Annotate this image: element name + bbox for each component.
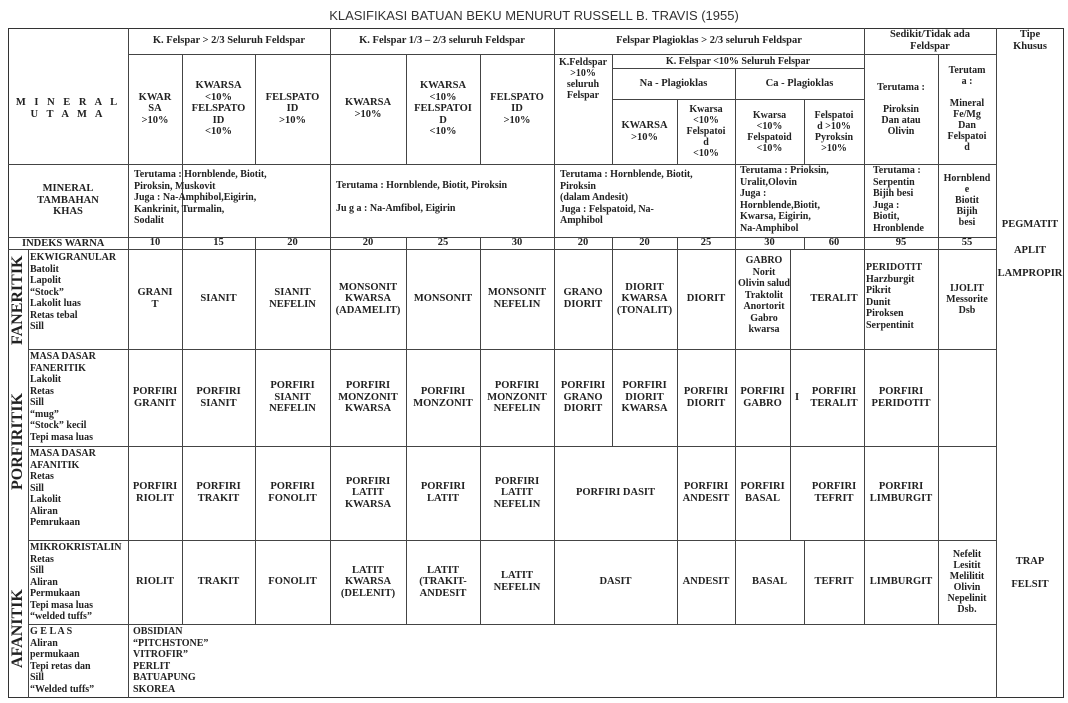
- header-col-5: KWARSA <10% FELSPATOI D <10%: [414, 80, 472, 138]
- rock-cell: PORFIRI SIANIT: [196, 385, 241, 409]
- rock-cell: MONSONIT KWARSA (ADAMELIT): [335, 281, 401, 316]
- rock-cell: DIORIT KWARSA (TONALIT): [616, 281, 673, 316]
- header-kfelspar-high: K. Felspar > 2/3 Seluruh Feldspar: [152, 35, 306, 47]
- tambahan-no-feldspar: Terutama : Serpentin Bijih besi Juga : Biotit, Hronblende: [873, 165, 924, 234]
- tambahan-kfelspar-mid: Terutama : Hornblende, Biotit, Piroksin Ju g a : Na-Amfibol, Eigirin: [336, 180, 508, 214]
- rock-cell-obsidian: OBSIDIAN “PITCHSTONE” VITROFIR” PERLIT BATUAPUNG SKOREA: [133, 626, 209, 695]
- rock-cell: DIORIT: [686, 293, 726, 305]
- indeks-value: 30: [764, 237, 775, 249]
- page-title: KLASIFIKASI BATUAN BEKU MENURUT RUSSELL B. TRAVIS (1955): [329, 8, 739, 23]
- grid-line: [28, 624, 997, 625]
- rock-cell: MONSONIT NEFELIN: [487, 287, 547, 310]
- mineral-utama-label: M I N E R A L U T A M A: [15, 97, 121, 120]
- rock-cell: PORFIRI MONZONIT KWARSA: [338, 380, 398, 415]
- indeks-value: 20: [577, 237, 589, 249]
- header-col-1: KWAR SA >10%: [138, 91, 172, 126]
- indeks-value: 10: [149, 237, 161, 249]
- row-label-masa-dasar-afanitik: MASA DASAR AFANITIK Retas Sill Lakolit Aliran Pemrukaan: [30, 448, 96, 528]
- tambahan-kfelspar-high: Terutama : Hornblende, Biotit, Piroksin, Muskovit Juga : Na-Amphibol,Eigirin, Kankrinit, Turmalin, Sodalit: [134, 169, 267, 226]
- header-mineral-fe-mg: Terutam a : Mineral Fe/Mg Dan Felspatoi d: [947, 65, 987, 153]
- indeks-value: 20: [639, 237, 650, 249]
- rock-cell: ANDESIT: [682, 576, 730, 588]
- tipe-khusus-item: TRAP: [1015, 556, 1045, 568]
- rock-cell: PORFIRI DASIT: [575, 487, 656, 499]
- rock-cell: PORFIRI PERIDOTIT: [871, 385, 931, 409]
- tipe-khusus-item: APLIT: [1013, 245, 1047, 257]
- header-ca-felspatoid: Felspatoi d >10% Pyroksin >10%: [814, 109, 854, 154]
- header-na-plagioklas: Na - Plagioklas: [639, 77, 708, 89]
- tambahan-plagioklas-ca: Terutama : Prioksin, Uralit,Olovin Juga : Hornblende,Biotit, Kwarsa, Eigirin, Na-Amphibol: [740, 165, 829, 234]
- rock-cell: PORFIRI FONOLIT: [268, 481, 317, 504]
- rock-cell: TEFRIT: [814, 576, 854, 588]
- rock-cell: PORFIRI MONZONIT NEFELIN: [487, 380, 547, 415]
- grid-line: [996, 28, 997, 698]
- rock-cell: SIANIT NEFELIN: [269, 287, 316, 310]
- tambahan-plagioklas-na: Terutama : Hornblende, Biotit, Piroksin (dalam Andesit) Juga : Felspatoid, Na- Amphibol: [560, 169, 693, 226]
- grid-line: [28, 249, 29, 698]
- rock-cell: PORFIRI SIANIT NEFELIN: [269, 380, 316, 415]
- rock-cell: LATIT KWARSA (DELENIT): [340, 564, 396, 599]
- header-na-kwarsa: KWARSA >10%: [621, 119, 668, 143]
- header-col-4: KWARSA >10%: [344, 97, 392, 120]
- rock-cell-gabro: GABRO Norit Olivin salud Traktolit Anortorit Gabro kwarsa: [738, 255, 790, 335]
- rock-cell: PORFIRI ANDESIT: [682, 481, 730, 504]
- rock-cell: PORFIRI LATIT: [420, 481, 466, 504]
- header-tipe-khusus: Tipe Khusus: [1013, 29, 1047, 52]
- rock-cell: PORFIRI DIORIT KWARSA: [621, 380, 668, 415]
- texture-label-afanitik: AFANITIK: [9, 589, 26, 668]
- rock-cell: PORFIRI DIORIT: [683, 385, 729, 409]
- header-col-2: KWARSA <10% FELSPATO ID <10%: [191, 80, 246, 138]
- header-col-6: FELSPATO ID >10%: [490, 91, 544, 126]
- rock-cell: RIOLIT: [136, 576, 174, 588]
- rock-cell: PORFIRI RIOLIT: [132, 481, 178, 504]
- indeks-value: 30: [511, 237, 523, 249]
- indeks-value: 55: [961, 237, 973, 249]
- rock-cell: PORFIRI MONZONIT: [413, 385, 473, 409]
- rock-cell: BASAL: [751, 576, 787, 588]
- rock-cell: TERALIT: [810, 293, 858, 305]
- rock-cell: FONOLIT: [268, 576, 317, 588]
- indeks-value: 25: [700, 237, 712, 249]
- rock-cell: PORFIRI BASAL: [740, 481, 785, 504]
- indeks-value: 25: [437, 237, 449, 249]
- rock-cell: PORFIRI TERALIT: [810, 385, 858, 409]
- row-label-ekwigranular: EKWIGRANULAR Batolit Lapolit “Stock” Lakolit luas Retas tebal Sill: [30, 252, 117, 332]
- header-ca-kwarsa: Kwarsa <10% Felspatoid <10%: [747, 109, 792, 154]
- rock-cell: TRAKIT: [197, 576, 240, 588]
- header-na-kwarsa-lt: Kwarsa <10% Felspatoi d <10%: [686, 104, 726, 159]
- rock-cell: LATIT (TRAKIT- ANDESIT: [419, 564, 467, 599]
- rock-cell: PORFIRI GABRO: [740, 385, 785, 409]
- rock-cell: PORFIRI TRAKIT: [196, 481, 241, 504]
- rock-cell: LIMBURGIT: [869, 576, 933, 588]
- header-kfeldspar-10: K.Feldspar >10% seluruh Felspar: [558, 57, 608, 101]
- rock-cell-peridotit: PERIDOTIT Harzburgit Pikrit Dunit Piroksen Serpentinit: [866, 262, 923, 331]
- indeks-value: 60: [828, 237, 840, 249]
- rock-cell: Nefelit Lesitit Melilitit Olivin Nepelinit Dsb.: [947, 549, 987, 615]
- rock-cell: PORFIRI LIMBURGIT: [869, 481, 933, 504]
- texture-label-porfiritik: PORFIRITIK: [9, 393, 26, 490]
- rock-cell: IJOLIT Messorite Dsb: [946, 282, 988, 316]
- rock-cell-separator: I: [794, 391, 800, 403]
- rock-cell: PORFIRI TEFRIT: [811, 481, 857, 504]
- rock-cell: SIANIT: [200, 293, 237, 305]
- header-col-3: FELSPATO ID >10%: [265, 91, 320, 126]
- rock-cell: GRANI T: [137, 287, 173, 310]
- tipe-khusus-item: LAMPROPIR: [997, 268, 1063, 280]
- indeks-warna-label: INDEKS WARNA: [22, 238, 105, 249]
- tipe-khusus-item: PEGMATIT: [1001, 219, 1059, 231]
- row-label-gelas: G E L A S Aliran permukaan Tepi retas dan Sill “Welded tuffs”: [30, 626, 95, 695]
- indeks-value: 20: [287, 237, 298, 249]
- header-piroksin: Terutama : Piroksin Dan atau Olivin: [877, 81, 925, 137]
- mineral-tambahan-label: MINERAL TAMBAHAN KHAS: [37, 183, 99, 218]
- header-kfeldspar-lt10: K. Felspar <10% Seluruh Felspar: [665, 55, 811, 67]
- header-ca-plagioklas: Ca - Plagioklas: [765, 77, 834, 89]
- indeks-value: 20: [362, 237, 374, 249]
- rock-cell: GRANO DIORIT: [563, 287, 603, 310]
- rock-cell: DASIT: [599, 576, 632, 588]
- rock-cell: PORFIRI GRANO DIORIT: [560, 380, 606, 415]
- tambahan-tipe: Hornblend e Biotit Bijih besi: [943, 173, 991, 228]
- rock-cell: PORFIRI LATIT NEFELIN: [493, 475, 541, 510]
- rock-cell: PORFIRI LATIT KWARSA: [344, 475, 392, 510]
- header-plagioklas: Felspar Plagioklas > 2/3 seluruh Feldspar: [616, 35, 802, 47]
- row-label-masa-dasar-faneritik: MASA DASAR FANERITIK Lakolit Retas Sill “mug” “Stock” kecil Tepi masa luas: [30, 351, 96, 443]
- rock-cell: LATIT NEFELIN: [493, 570, 541, 593]
- tipe-khusus-item: FELSIT: [1011, 579, 1049, 591]
- texture-label-faneritik: FANERITIK: [9, 255, 26, 345]
- rock-cell: PORFIRI GRANIT: [132, 385, 178, 409]
- row-label-mikrokristalin: MIKROKRISTALIN Retas Sill Aliran Permukaan Tepi masa luas “welded tuffs”: [30, 542, 122, 622]
- header-no-feldspar: Sedikit/Tidak ada Feldspar: [889, 29, 971, 52]
- header-kfelspar-mid: K. Felspar 1/3 – 2/3 seluruh Feldspar: [359, 35, 525, 47]
- rock-cell: MONSONIT: [413, 293, 473, 305]
- indeks-value: 95: [895, 237, 907, 249]
- indeks-value: 15: [213, 237, 224, 249]
